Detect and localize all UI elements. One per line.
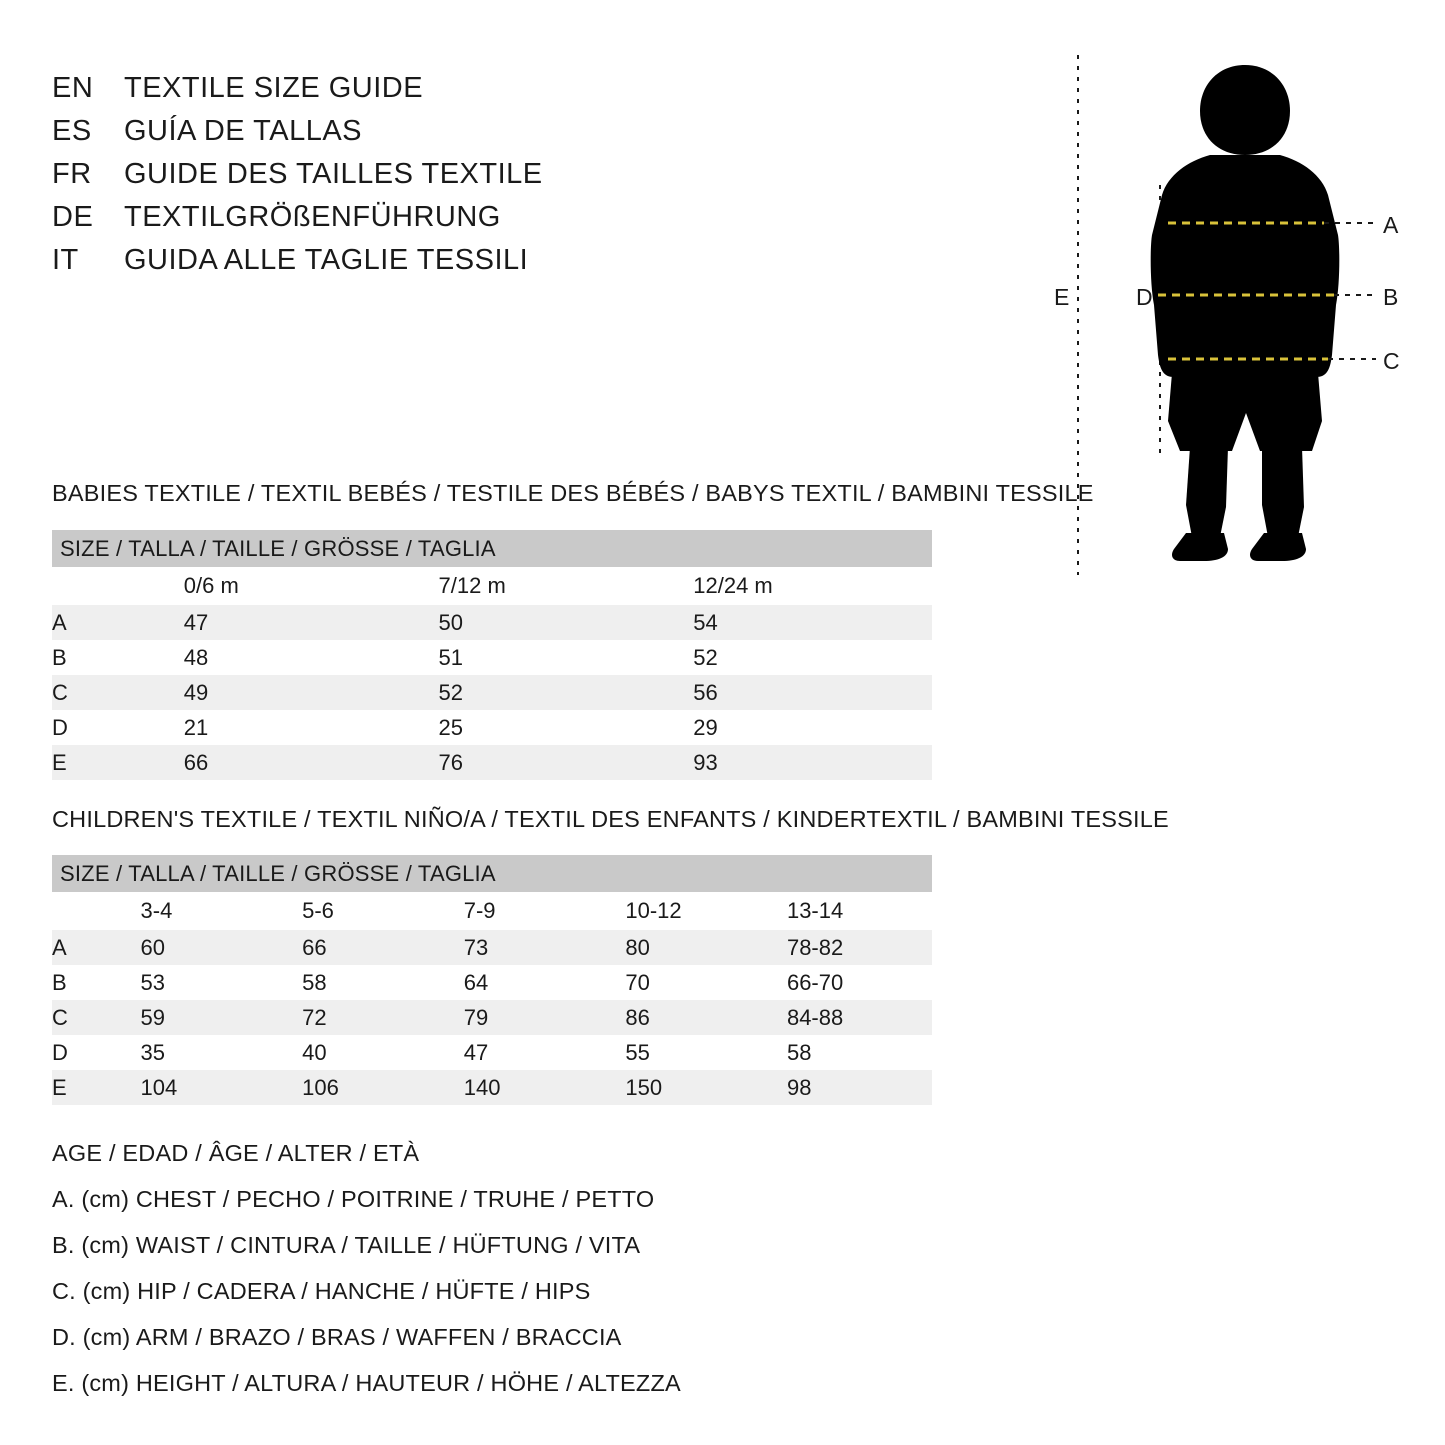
cell-value: 72 — [286, 1000, 448, 1035]
column-header: 0/6 m — [168, 567, 423, 605]
marker-label-d: D — [1136, 284, 1153, 310]
table-row — [52, 605, 932, 640]
cell-value: 150 — [609, 1070, 771, 1105]
column-header: 13-14 — [771, 892, 932, 930]
table-row — [52, 710, 932, 745]
cell-value: 49 — [168, 675, 423, 710]
language-row — [52, 201, 692, 234]
cell-value: 52 — [677, 640, 932, 675]
table-header-band — [52, 855, 932, 892]
column-header: 7/12 m — [423, 567, 678, 605]
measurement-legend — [52, 1140, 952, 1416]
cell-value: 58 — [771, 1035, 932, 1070]
cell-value: 47 — [448, 1035, 610, 1070]
cell-value: 58 — [286, 965, 448, 1000]
cell-value: 104 — [125, 1070, 287, 1105]
cell-value: 78-82 — [771, 930, 932, 965]
cell-value: 35 — [125, 1035, 287, 1070]
table-row — [52, 1035, 932, 1070]
language-row — [52, 115, 692, 148]
legend-line-chest: A. (cm) CHEST / PECHO / POITRINE / TRUHE / PETTO — [52, 1186, 655, 1212]
language-header — [52, 72, 692, 287]
table-header-band — [52, 530, 932, 567]
cell-value: 66 — [168, 745, 423, 780]
cell-value: 140 — [448, 1070, 610, 1105]
row-label: E — [52, 1070, 125, 1105]
row-label: A — [52, 605, 168, 640]
language-text: TEXTILGRÖßENFÜHRUNG — [124, 201, 501, 233]
cell-value: 93 — [677, 745, 932, 780]
language-code: IT — [52, 244, 79, 276]
corner-cell — [52, 567, 168, 605]
cell-value: 86 — [609, 1000, 771, 1035]
row-label: E — [52, 745, 168, 780]
legend-line-height: E. (cm) HEIGHT / ALTURA / HAUTEUR / HÖHE / ALTEZZA — [52, 1370, 681, 1396]
children-band-label: SIZE / TALLA / TAILLE / GRÖSSE / TAGLIA — [52, 855, 932, 892]
table-row — [52, 1070, 932, 1105]
babies-section-title: BABIES TEXTILE / TEXTIL BEBÉS / TESTILE DES BÉBÉS / BABYS TEXTIL / BAMBINI TESSILE — [52, 480, 1094, 506]
cell-value: 54 — [677, 605, 932, 640]
cell-value: 80 — [609, 930, 771, 965]
row-label: C — [52, 675, 168, 710]
silhouette-svg — [1040, 55, 1420, 575]
row-label: D — [52, 710, 168, 745]
legend-line-age: AGE / EDAD / ÂGE / ALTER / ETÀ — [52, 1140, 420, 1166]
language-code: EN — [52, 72, 94, 104]
cell-value: 98 — [771, 1070, 932, 1105]
table-row — [52, 965, 932, 1000]
legend-line-arm: D. (cm) ARM / BRAZO / BRAS / WAFFEN / BRACCIA — [52, 1324, 622, 1350]
language-code: ES — [52, 115, 92, 147]
cell-value: 21 — [168, 710, 423, 745]
cell-value: 76 — [423, 745, 678, 780]
language-code: DE — [52, 201, 94, 233]
table-row — [52, 640, 932, 675]
cell-value: 40 — [286, 1035, 448, 1070]
column-header: 3-4 — [125, 892, 287, 930]
language-text: GUIDA ALLE TAGLIE TESSILI — [124, 244, 529, 276]
marker-label-a: A — [1383, 212, 1399, 238]
language-code: FR — [52, 158, 92, 190]
language-text: GUIDE DES TAILLES TEXTILE — [124, 158, 543, 190]
cell-value: 79 — [448, 1000, 610, 1035]
language-row — [52, 244, 692, 277]
language-row — [52, 158, 692, 191]
cell-value: 73 — [448, 930, 610, 965]
row-label: B — [52, 965, 125, 1000]
cell-value: 66 — [286, 930, 448, 965]
row-label: B — [52, 640, 168, 675]
column-header: 7-9 — [448, 892, 610, 930]
language-text: TEXTILE SIZE GUIDE — [124, 72, 424, 104]
corner-cell — [52, 892, 125, 930]
cell-value: 60 — [125, 930, 287, 965]
table-row — [52, 675, 932, 710]
cell-value: 47 — [168, 605, 423, 640]
table-row — [52, 745, 932, 780]
cell-value: 70 — [609, 965, 771, 1000]
table-column-headers — [52, 892, 932, 930]
marker-label-b: B — [1383, 284, 1399, 310]
legend-line-waist: B. (cm) WAIST / CINTURA / TAILLE / HÜFTUNG / VITA — [52, 1232, 641, 1258]
language-text: GUÍA DE TALLAS — [124, 115, 363, 147]
row-label: C — [52, 1000, 125, 1035]
row-label: D — [52, 1035, 125, 1070]
language-row — [52, 72, 692, 105]
cell-value: 50 — [423, 605, 678, 640]
table-column-headers — [52, 567, 932, 605]
babies-size-table — [52, 530, 932, 780]
cell-value: 56 — [677, 675, 932, 710]
legend-line-hip: C. (cm) HIP / CADERA / HANCHE / HÜFTE / HIPS — [52, 1278, 591, 1304]
marker-label-c: C — [1383, 348, 1400, 374]
cell-value: 66-70 — [771, 965, 932, 1000]
cell-value: 106 — [286, 1070, 448, 1105]
cell-value: 25 — [423, 710, 678, 745]
table-row — [52, 1000, 932, 1035]
babies-band-label: SIZE / TALLA / TAILLE / GRÖSSE / TAGLIA — [52, 530, 932, 567]
cell-value: 53 — [125, 965, 287, 1000]
table-row — [52, 930, 932, 965]
column-header: 10-12 — [609, 892, 771, 930]
cell-value: 55 — [609, 1035, 771, 1070]
column-header: 5-6 — [286, 892, 448, 930]
row-label: A — [52, 930, 125, 965]
marker-label-e: E — [1054, 284, 1070, 310]
cell-value: 52 — [423, 675, 678, 710]
cell-value: 51 — [423, 640, 678, 675]
cell-value: 84-88 — [771, 1000, 932, 1035]
column-header: 12/24 m — [677, 567, 932, 605]
cell-value: 59 — [125, 1000, 287, 1035]
children-section-title: CHILDREN'S TEXTILE / TEXTIL NIÑO/A / TEXTIL DES ENFANTS / KINDERTEXTIL / BAMBINI TESSILE — [52, 806, 1169, 832]
cell-value: 64 — [448, 965, 610, 1000]
cell-value: 48 — [168, 640, 423, 675]
children-size-table — [52, 855, 932, 1105]
cell-value: 29 — [677, 710, 932, 745]
body-measurement-figure — [1040, 55, 1420, 575]
